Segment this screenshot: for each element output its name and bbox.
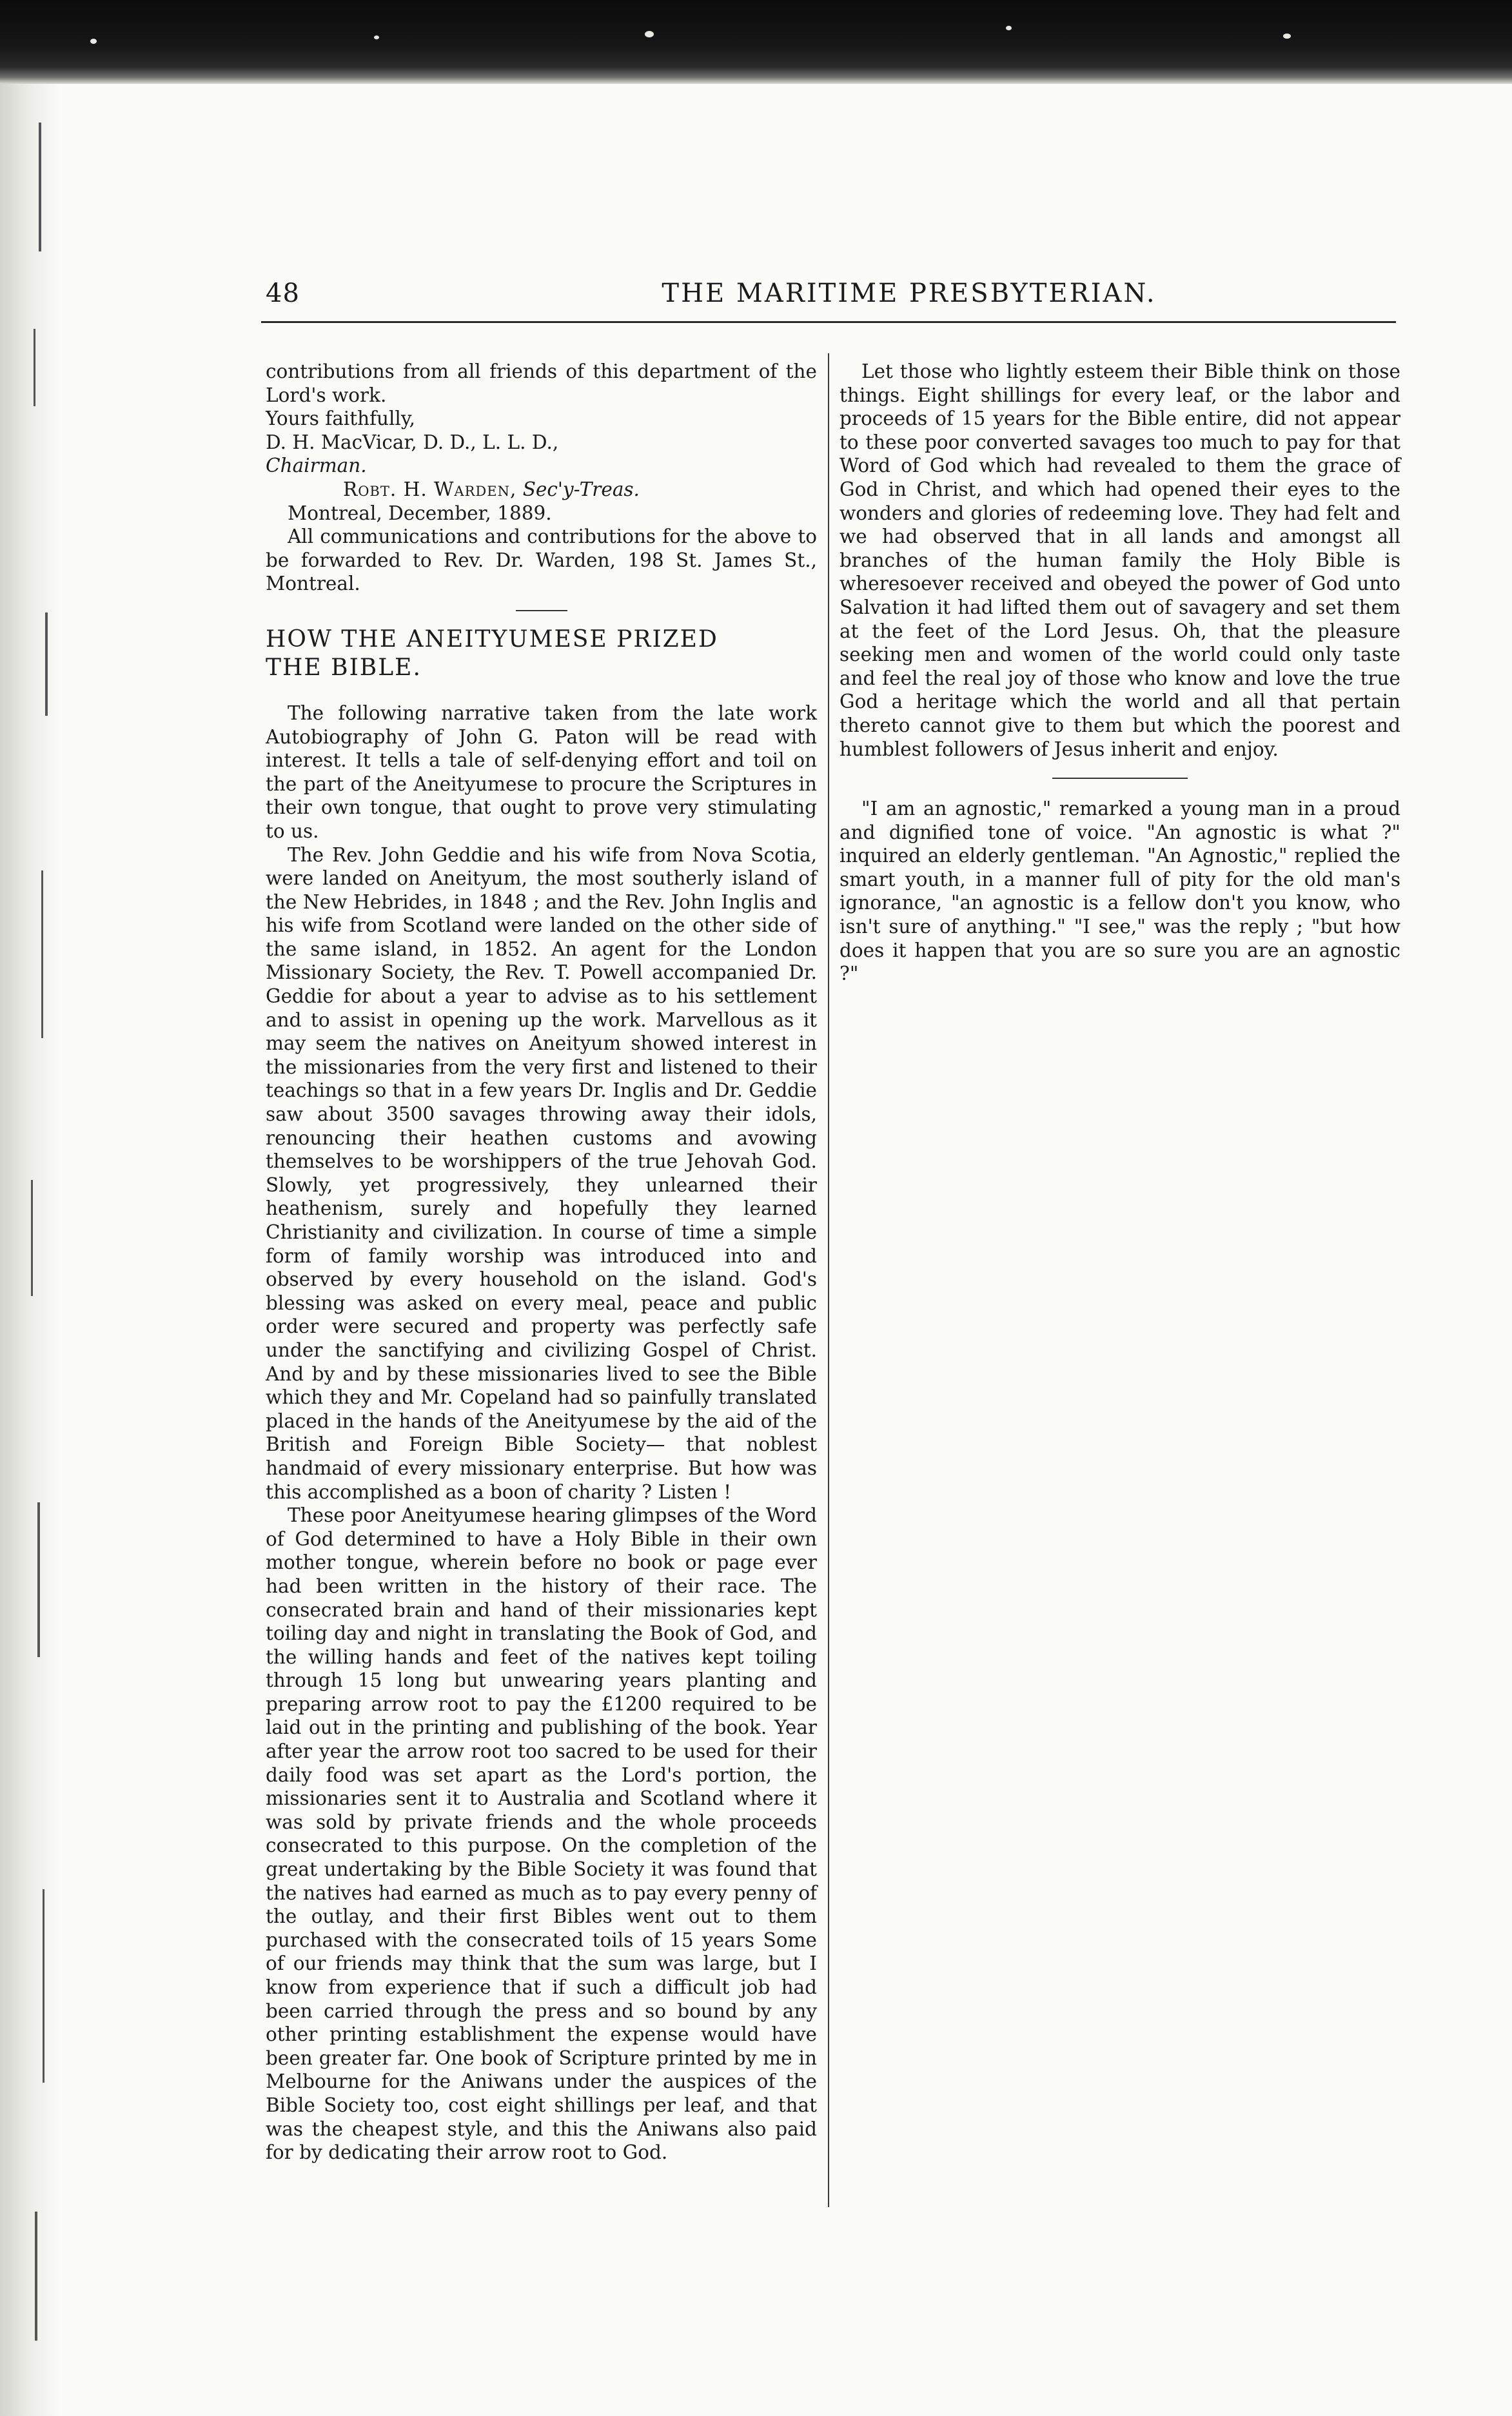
page-number: 48 — [266, 279, 300, 308]
letter-valediction: Yours faithfully, — [266, 408, 415, 430]
article-title-line-2: THE BIBLE. — [266, 654, 422, 681]
scan-top-border — [0, 0, 1512, 84]
place-date: Montreal, December, 1889. — [288, 502, 552, 524]
agnostic-anecdote: "I am an agnostic," remarked a young man in a proud and dignified tone of voice. "An agnostic is what ?" inquired an elderly gentleman. "An Agnostic," replied the smart youth, in a manner full of pity for the old man's ignorance, "an agnostic is a fellow don't you know, who isn't sure of anything." "I see," was the reply ; "but how does it happen that you are so sure you are an agnostic ?" — [839, 798, 1400, 985]
letter-intro: contributions from all friends of this department of the Lord's work. — [266, 360, 817, 406]
section-rule — [1052, 778, 1188, 779]
article-title-line-1: HOW THE ANEITYUMESE PRIZED — [266, 625, 718, 653]
column-divider — [828, 353, 829, 2207]
secretary-name: Robt. H. Warden, — [343, 478, 517, 500]
article-paragraph: These poor Aneityumese hearing glimpses of the Word of God determined to have a Holy Bible in their own mother tongue, wherein before no book or page ever had been written in the history of their race. The consecrated brain and hand of their missionaries kept toiling day and night in translating the Book of God, and the willing hands and feet of the natives kept toiling through 15 long but unwearing years planting and preparing arrow root to pay the £1200 required to be laid out in the printing and publishing of the book. Year after year the arrow root too sacred to be used for their daily food was set apart as the Lord's portion, the missionaries sent it to Australia and Scotland where it was sold by private friends and the whole proceeds consecrated to this purpose. On the completion of the great undertaking by the Bible Society it was found that the natives had earned as much as to pay every penny of the outlay, and their first Bibles went out to them purchased with the consecrated toils of 15 years Some of our friends may think that the sum was large, but I know from experience that if such a difficult job had been carried through the press and so bound by any other printing establishment the expense would have been greater far. One book of Scripture printed by me in Melbourne for the Aniwans under the auspices of the Bible Society too, cost eight shillings per leaf, and that was the cheapest style, and this the Aniwans also paid for by dedicating their arrow root to God. — [266, 1504, 817, 2164]
article-paragraph: The Rev. John Geddie and his wife from Nova Scotia, were landed on Aneityum, the most southerly island of the New Hebrides, in 1848 ; and the Rev. John Inglis and his wife from Scotland were landed on the other side of the same island, in 1852. An agent for the London Missionary Society, the Rev. T. Powell accompanied Dr. Geddie for about a year to advise as to his settlement and to assist in opening up the work. Marvellous as it may seem the natives on Aneityum showed interest in the missionaries from the very first and listened to their teachings so that in a few years Dr. Inglis and Dr. Geddie saw about 3500 savages throwing away their idols, renouncing their heathen customs and avowing themselves to be worshippers of the true Jehovah God. Slowly, yet progressively, they unlearned their heathenism, surely and hopefully they learned Christianity and civilization. In course of time a simple form of family worship was introduced into and observed by every household on the island. God's blessing was asked on every meal, peace and public order were secured and property was perfectly safe under the sanctifying and civilizing Gospel of Christ. And by and by these missionaries lived to see the Bible which they and Mr. Copeland had so painfully translated placed in the hands of the Aneityumese by the aid of the British and Foreign Bible Society— that noblest handmaid of every missionary enterprise. But how was this accomplished as a boon of charity ? Listen ! — [266, 843, 817, 1503]
running-head: THE MARITIME PRESBYTERIAN. — [662, 279, 1157, 308]
section-rule — [516, 610, 567, 611]
header-rule — [261, 321, 1396, 323]
secretary-title: Sec'y-Treas. — [522, 478, 640, 500]
chairman-title: Chairman. — [266, 455, 367, 477]
article-paragraph: The following narrative taken from the late work Autobiography of John G. Paton will be read with interest. It tells a tale of self-denying effort and toil on the part of the Aneityumese to procure the Scriptures in their own tongue, that ought to prove very stimulating to us. — [266, 702, 817, 842]
scan-left-margin — [0, 84, 61, 2416]
right-column — [839, 360, 1400, 986]
left-column — [266, 360, 817, 2165]
article-paragraph: Let those who lightly esteem their Bible think on those things. Eight shillings for every leaf, or the labor and proceeds of 15 years for the Bible entire, did not appear to these poor converted savages too much to pay for that Word of God which had revealed to them the grace of God in Christ, and which had opened their eyes to the wonders and glories of redeeming love. They had felt and we had observed that in all lands and amongst all branches of the human family the Holy Bible is wheresoever received and obeyed the power of God unto Salvation it had lifted them out of savagery and set them at the feet of the Lord Jesus. Oh, that the pleasure seeking men and women of the world could only taste and feel the real joy of those who know and love the true God a heritage which the world and all that pertain thereto cannot give to them but which the poorest and humblest followers of Jesus inherit and enjoy. — [839, 360, 1400, 760]
chairman-name: D. H. MacVicar, D. D., L. L. D., — [266, 431, 559, 453]
communications-note: All communications and contributions for the above to be forwarded to Rev. Dr. Warden, 198 St. James St., Montreal. — [266, 525, 817, 595]
